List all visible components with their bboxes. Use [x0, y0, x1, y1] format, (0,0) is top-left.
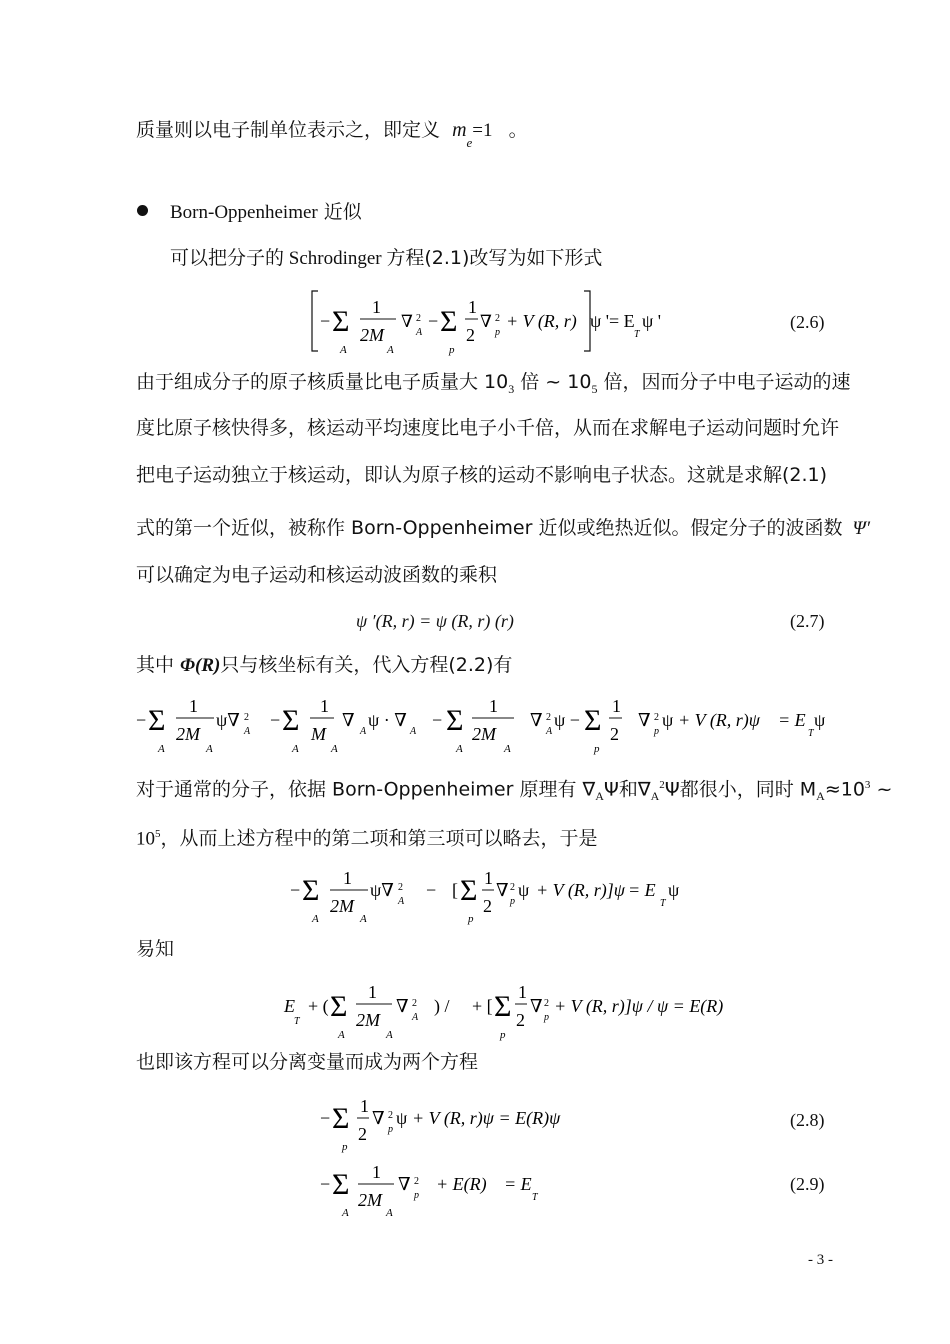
svg-text:= E: = E: [628, 880, 656, 900]
svg-text:p: p: [594, 743, 600, 755]
svg-text:2: 2: [412, 998, 417, 1009]
svg-text:2M: 2M: [356, 1010, 380, 1030]
paragraph-line: 其中 Φ(R)只与核坐标有关，代入方程(2.2)有: [136, 654, 513, 676]
svg-text:−: −: [428, 311, 439, 331]
svg-text:1: 1: [518, 982, 527, 1002]
paragraph-line: 可以把分子的 Schrodinger 方程(2.1)改写为如下形式: [170, 247, 603, 269]
svg-text:1: 1: [320, 696, 329, 716]
svg-text:A: A: [158, 743, 165, 755]
equation-substituted: [134, 690, 834, 760]
svg-text:Σ: Σ: [446, 704, 464, 737]
svg-text:+ V (R, r)ψ: + V (R, r)ψ: [678, 710, 760, 730]
svg-text:−: −: [320, 1108, 331, 1128]
svg-text:2: 2: [414, 1176, 419, 1187]
svg-text:T: T: [532, 1192, 538, 1203]
svg-text:Σ: Σ: [302, 874, 320, 907]
svg-text:∇: ∇: [530, 710, 543, 730]
svg-text:∇: ∇: [530, 996, 543, 1016]
page-number: - 3 -: [808, 1252, 833, 1268]
svg-text:A: A: [387, 344, 394, 356]
svg-text:p: p: [510, 896, 515, 907]
svg-text:T: T: [808, 728, 814, 739]
svg-text:∇: ∇: [396, 996, 409, 1016]
svg-text:Σ: Σ: [440, 305, 458, 338]
paragraph-line: $10^5$，从而上述方程中的第二项和第三项可以略去，于是: [136, 827, 598, 850]
svg-text:ψ∇: ψ∇: [216, 710, 240, 730]
svg-text:E: E: [284, 996, 295, 1016]
svg-text:M: M: [311, 724, 326, 744]
paragraph-line: 对于通常的分子，依据 Born-Oppenheimer 原理有 $\nabla_A\Psi$和$\nabla_A^2\Psi$都很小，同时 $M_A\approx 10^3$ ~: [136, 778, 893, 804]
svg-text:p: p: [544, 1012, 549, 1023]
svg-text:p: p: [342, 1141, 348, 1153]
svg-text:+ (: + (: [308, 996, 329, 1016]
svg-text:ψ: ψ: [668, 880, 680, 900]
svg-text:p: p: [495, 327, 500, 338]
svg-text:Σ: Σ: [330, 990, 348, 1023]
svg-text:2M: 2M: [472, 724, 496, 744]
svg-text:2: 2: [388, 1110, 393, 1121]
svg-text:2: 2: [358, 1124, 367, 1144]
svg-text:T: T: [660, 898, 666, 909]
svg-text:2: 2: [244, 712, 249, 723]
svg-text:ψ · ∇: ψ · ∇: [368, 710, 407, 730]
svg-text:+ V (R, r)]ψ / ψ = E(R): + V (R, r)]ψ / ψ = E(R): [554, 996, 724, 1016]
svg-text:A: A: [410, 726, 417, 737]
svg-text:T: T: [634, 329, 640, 340]
svg-text:−: −: [136, 710, 147, 730]
svg-text:A: A: [412, 1012, 419, 1023]
equation-2-6: [300, 285, 700, 360]
svg-text:[: [: [452, 880, 458, 900]
svg-text:∇: ∇: [372, 1108, 385, 1128]
paragraph-line: 质量则以电子制单位表示之，即定义 $m_e=1$ 。: [136, 119, 528, 150]
bullet-icon: [137, 205, 148, 216]
svg-text:2: 2: [546, 712, 551, 723]
svg-text:ψ '= E: ψ '= E: [590, 311, 635, 331]
svg-text:Σ: Σ: [148, 704, 166, 737]
svg-text:2: 2: [654, 712, 659, 723]
svg-text:1: 1: [368, 982, 377, 1002]
svg-text:ψ: ψ: [396, 1108, 408, 1128]
svg-text:−: −: [270, 710, 281, 730]
svg-text:∇: ∇: [638, 710, 651, 730]
svg-text:p: p: [414, 1190, 419, 1201]
svg-text:2: 2: [510, 882, 515, 893]
svg-text:−: −: [320, 1174, 331, 1194]
svg-text:ψ: ψ: [662, 710, 674, 730]
equation-number: (2.9): [790, 1174, 825, 1194]
svg-text:−: −: [432, 710, 443, 730]
equation-number: (2.7): [790, 611, 825, 631]
svg-text:1: 1: [612, 696, 621, 716]
svg-text:ψ∇: ψ∇: [370, 880, 394, 900]
svg-text:A: A: [206, 743, 213, 755]
svg-text:A: A: [504, 743, 511, 755]
svg-text:1: 1: [189, 696, 198, 716]
svg-text:= E: = E: [778, 710, 806, 730]
svg-text:2M: 2M: [360, 325, 384, 345]
paragraph-line: 易知: [136, 938, 175, 960]
svg-text:p: p: [388, 1124, 393, 1135]
svg-text:A: A: [386, 1207, 393, 1219]
svg-text:A: A: [331, 743, 338, 755]
svg-text:Σ: Σ: [332, 305, 350, 338]
svg-text:ψ ': ψ ': [642, 311, 662, 331]
svg-text:A: A: [312, 913, 319, 925]
svg-text:A: A: [416, 327, 423, 338]
svg-text:Σ: Σ: [332, 1102, 350, 1135]
svg-text:+ V (R, r): + V (R, r): [506, 311, 577, 331]
svg-text:Σ: Σ: [282, 704, 300, 737]
svg-text:∇: ∇: [342, 710, 355, 730]
svg-text:+ [: + [: [472, 996, 493, 1016]
paragraph-line: 也即该方程可以分离变量而成为两个方程: [136, 1051, 479, 1073]
svg-text:∇: ∇: [480, 312, 492, 331]
equation-2-9: [318, 1156, 618, 1222]
svg-text:−: −: [320, 311, 331, 331]
svg-text:1: 1: [484, 868, 493, 888]
svg-text:1: 1: [343, 868, 352, 888]
svg-text:A: A: [386, 1029, 393, 1041]
svg-text:1: 1: [468, 297, 477, 317]
svg-text:A: A: [360, 726, 367, 737]
svg-text:Σ: Σ: [494, 990, 512, 1023]
svg-text:2M: 2M: [330, 896, 354, 916]
svg-text:A: A: [340, 344, 347, 356]
svg-text:A: A: [338, 1029, 345, 1041]
svg-text:1: 1: [372, 1162, 381, 1182]
svg-text:Σ: Σ: [460, 874, 478, 907]
svg-text:1: 1: [360, 1096, 369, 1116]
svg-text:A: A: [292, 743, 299, 755]
svg-text:2M: 2M: [358, 1190, 382, 1210]
svg-text:−: −: [290, 880, 301, 900]
paragraph-line: 由于组成分子的原子核质量比电子质量大 $10_3$ 倍 ~ $10_5$ 倍，因而分子中电子运动的速: [136, 371, 851, 396]
equation-number: (2.8): [790, 1110, 825, 1130]
section-heading: Born-Oppenheimer 近似: [170, 201, 362, 223]
equation-reduced: [288, 862, 708, 930]
svg-text:∇: ∇: [496, 880, 509, 900]
svg-text:ψ −: ψ −: [554, 710, 580, 730]
svg-text:Σ: Σ: [584, 704, 602, 737]
svg-text:+ V (R, r)ψ = E(R)ψ: + V (R, r)ψ = E(R)ψ: [412, 1108, 561, 1128]
svg-text:A: A: [546, 726, 553, 737]
paragraph-line: 度比原子核快得多，核运动平均速度比电子小千倍，从而在求解电子运动问题时允许: [136, 417, 840, 439]
svg-text:+ V (R, r)]ψ: + V (R, r)]ψ: [536, 880, 625, 900]
svg-text:ψ: ψ: [518, 880, 530, 900]
svg-text:2M: 2M: [176, 724, 200, 744]
svg-text:T: T: [294, 1016, 300, 1027]
svg-text:2: 2: [495, 313, 500, 324]
svg-text:2: 2: [610, 724, 619, 744]
svg-text:∇: ∇: [398, 1174, 411, 1194]
paragraph-line: 把电子运动独立于核运动，即认为原子核的运动不影响电子状态。这就是求解(2.1): [136, 464, 828, 486]
svg-text:∇: ∇: [401, 312, 413, 331]
svg-text:) /: ) /: [434, 996, 450, 1016]
svg-text:1: 1: [372, 297, 381, 317]
svg-text:p: p: [500, 1029, 506, 1041]
svg-text:2: 2: [544, 998, 549, 1009]
svg-text:−: −: [426, 880, 437, 900]
svg-text:A: A: [342, 1207, 349, 1219]
equation-energy: [282, 976, 762, 1044]
svg-text:2: 2: [416, 313, 421, 324]
paragraph-line: 式的第一个近似，被称作 Born-Oppenheimer 近似或绝热近似。假定分子的波函数 Ψ′: [136, 517, 871, 539]
svg-text:A: A: [398, 896, 405, 907]
paragraph-line: 可以确定为电子运动和核运动波函数的乘积: [136, 564, 498, 586]
equation-2-7: ψ ′(R, r) = ψ (R, r) (r): [356, 611, 514, 631]
svg-text:= E: = E: [504, 1174, 532, 1194]
svg-text:2: 2: [398, 882, 403, 893]
svg-text:p: p: [654, 726, 659, 737]
svg-text:2: 2: [483, 896, 492, 916]
svg-text:ψ: ψ: [814, 710, 826, 730]
svg-text:Σ: Σ: [332, 1168, 350, 1201]
equation-number: (2.6): [790, 312, 825, 332]
svg-text:A: A: [244, 726, 251, 737]
svg-text:A: A: [360, 913, 367, 925]
svg-text:p: p: [449, 344, 455, 356]
svg-text:A: A: [456, 743, 463, 755]
svg-text:2: 2: [516, 1010, 525, 1030]
svg-text:2: 2: [466, 325, 475, 345]
svg-text:p: p: [468, 913, 474, 925]
svg-text:+ E(R): + E(R): [436, 1174, 487, 1194]
svg-text:1: 1: [489, 696, 498, 716]
equation-2-8: [318, 1088, 618, 1154]
